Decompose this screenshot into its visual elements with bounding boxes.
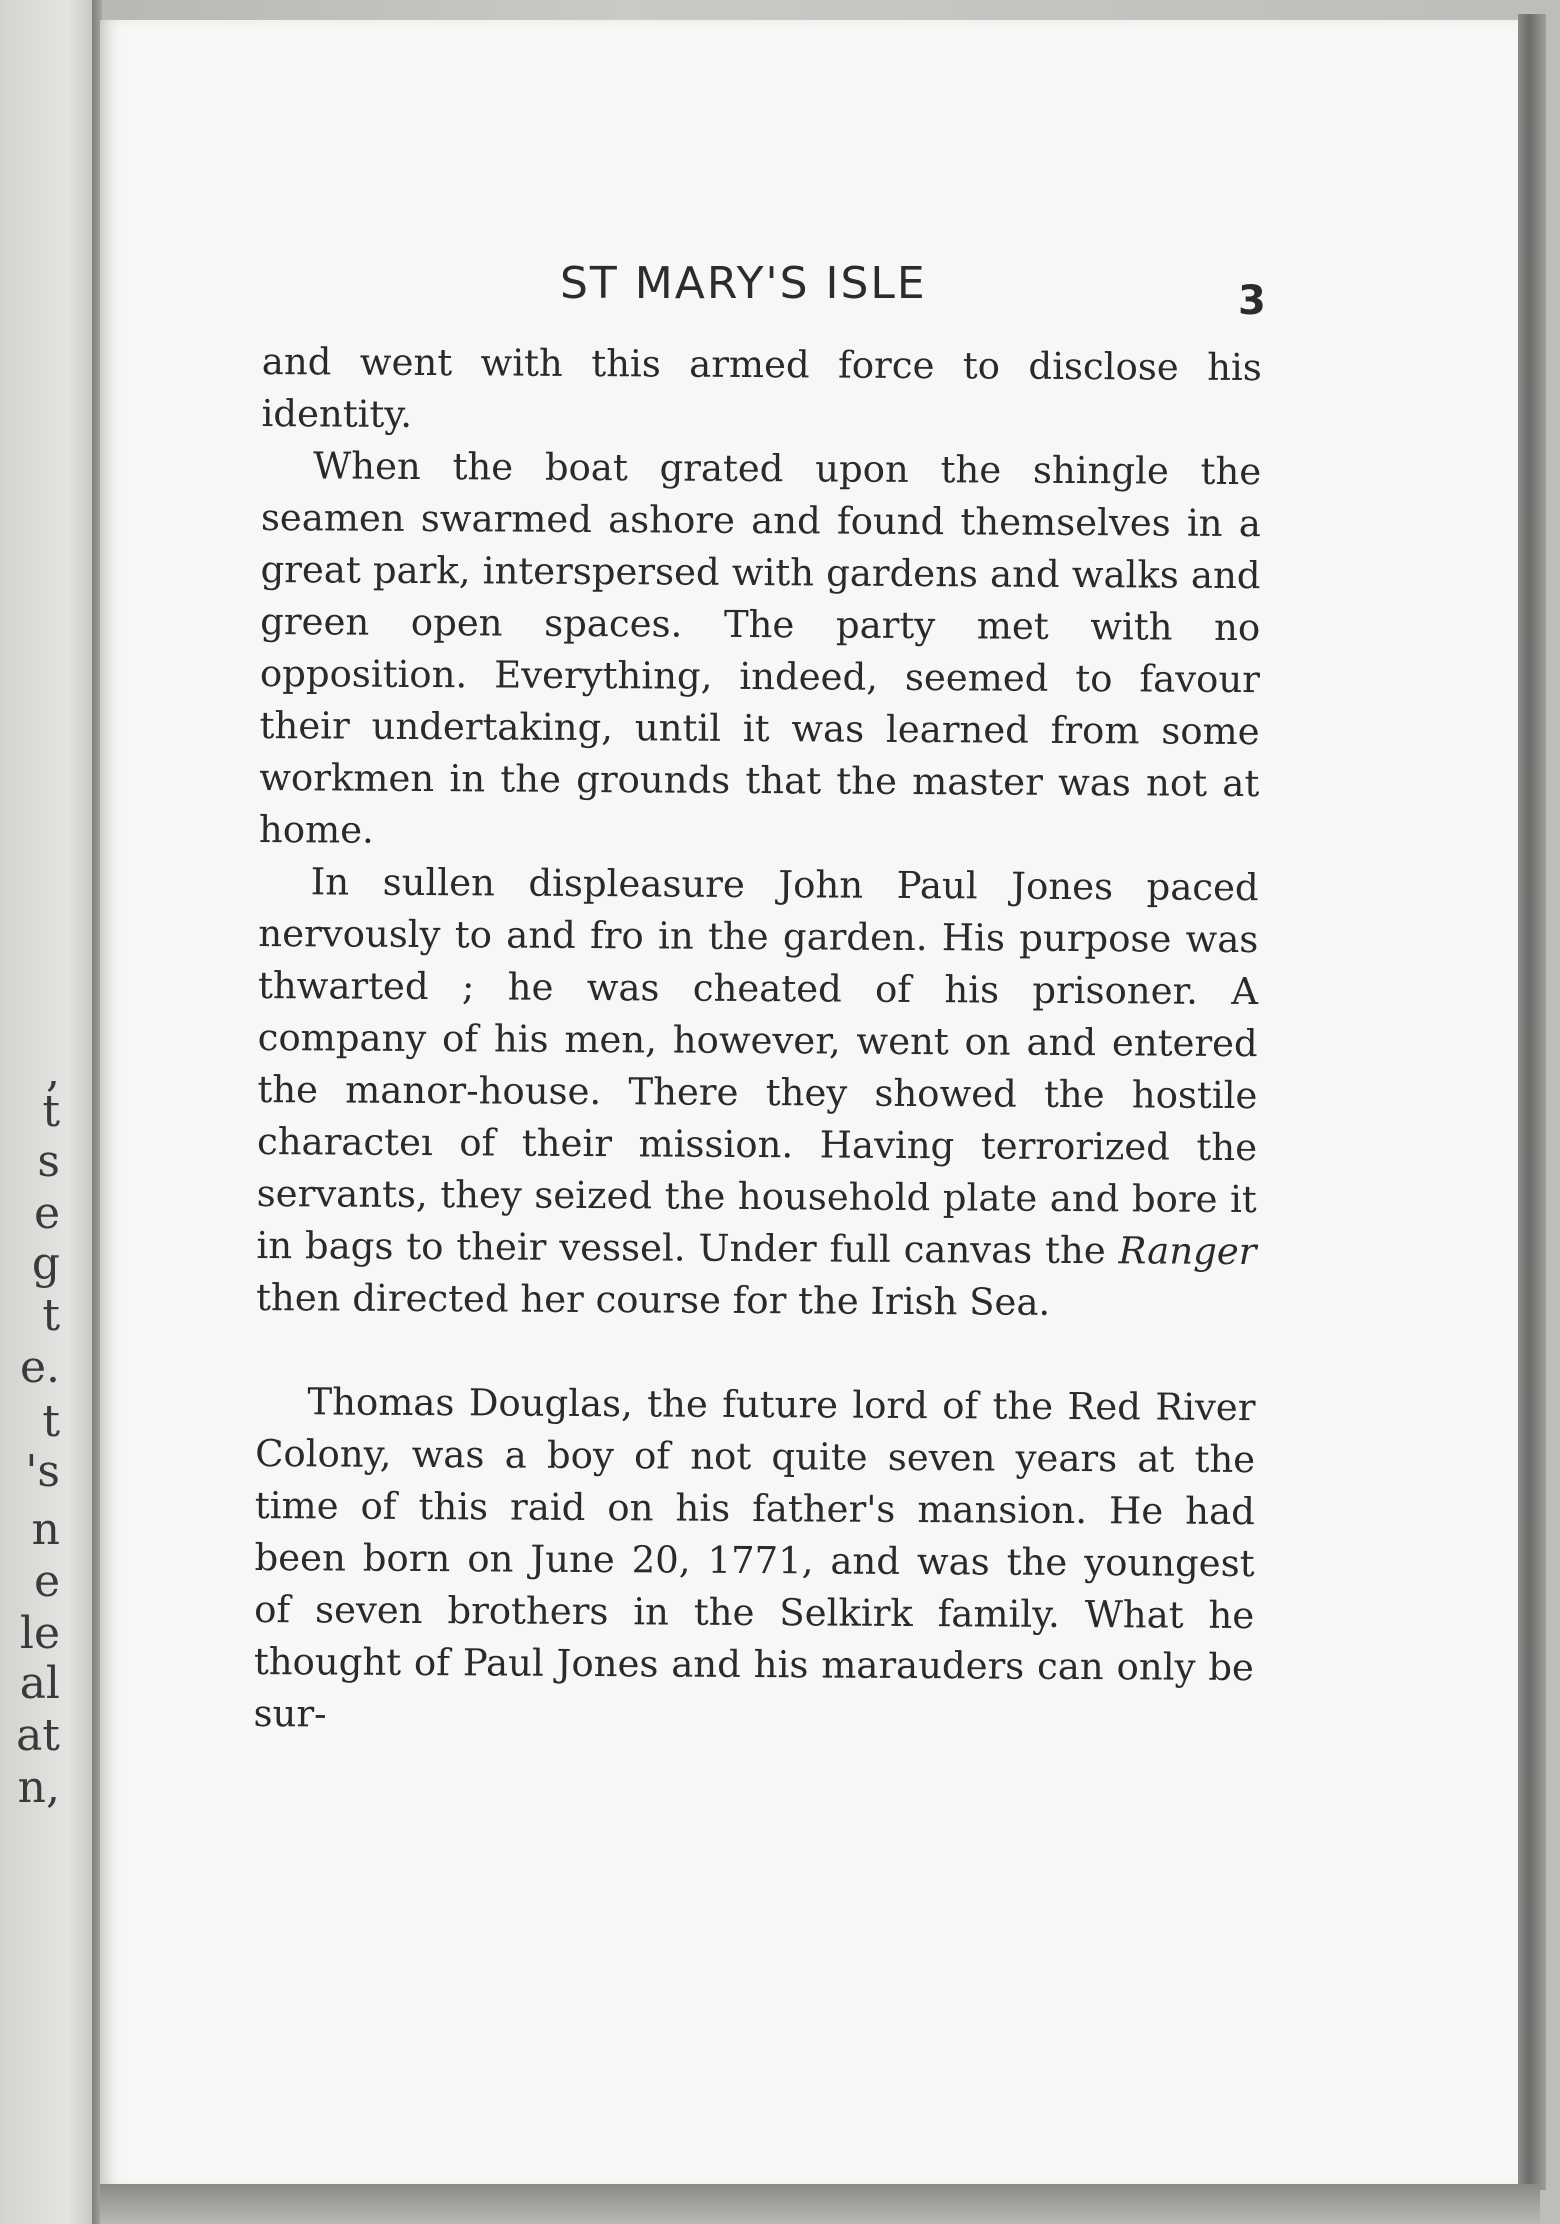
paragraph-text: In sullen displeasure John Paul Jones paced nervously to and fro in the garden. His purpose was thwarted ; he was cheated of his prisoner. A company of his men, however, went on and entered the manor-house. There they showed the hostile characteı of their mission. Having terrorized the servants, they seized the household plate and bore it in bags to their vessel. Under full canvas the	[256, 860, 1259, 1273]
facing-page-fragment: t	[42, 1396, 60, 1447]
facing-page-fragment: e.	[19, 1342, 60, 1393]
facing-page	[0, 0, 96, 2224]
page-edge-right	[1518, 14, 1546, 2190]
ship-name: Ranger	[1118, 1229, 1257, 1274]
facing-page-fragment: t	[42, 1290, 60, 1341]
page-number: 3	[1238, 278, 1266, 324]
paragraph-text: then directed her course for the Irish Sea.	[255, 1275, 1051, 1324]
paragraph: Thomas Douglas, the future lord of the Red River Colony, was a boy of not quite seven years at the time of this raid on his father's mansion. He had been born on June 20, 1771, and was the youngest of seven brothers in the Selkirk family. What he thought of Paul Jones and his marauders can only be sur-	[253, 1380, 1256, 1736]
facing-page-fragment: le	[19, 1608, 60, 1659]
paragraph: When the boat grated upon the shingle the seamen swarmed ashore and found themselves in a great park, interspersed with gardens and walks and green open spaces. The party met with no opposition. Everything, indeed, seemed to favour their undertaking, until it was learned from some workmen in the grounds that the master was not at home.	[258, 444, 1262, 852]
facing-page-fragment: 's	[25, 1446, 60, 1497]
facing-page-fragment: al	[19, 1658, 60, 1709]
facing-page-fragment: at	[16, 1710, 60, 1761]
paragraph	[256, 856, 1259, 1330]
body-text	[253, 336, 1262, 1746]
running-head: ST MARY'S ISLE	[560, 258, 927, 309]
facing-page-fragment: e	[33, 1188, 60, 1239]
facing-page-fragment: t	[42, 1086, 60, 1137]
paragraph: and went with this armed force to disclose his identity.	[261, 339, 1262, 436]
facing-page-fragment: s	[37, 1136, 60, 1187]
page-edge-bottom	[100, 2184, 1540, 2224]
facing-page-fragment: ,	[46, 1046, 60, 1097]
facing-page-fragment: g	[31, 1238, 60, 1289]
facing-page-fragment: n,	[17, 1762, 60, 1813]
facing-page-fragment: e	[33, 1556, 60, 1607]
facing-page-fragment: n	[31, 1504, 60, 1555]
